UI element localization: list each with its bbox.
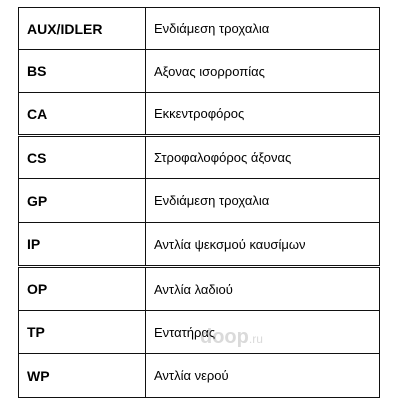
row-description: Αξονας ισορροπίας <box>146 50 380 93</box>
abbreviations-table <box>18 7 380 398</box>
watermark-brand: doop <box>200 326 249 348</box>
table-row <box>19 311 380 354</box>
row-description: Αντλία νερού <box>146 354 380 398</box>
row-description: Εκκεντροφόρος <box>146 93 380 136</box>
row-code: AUX/IDLER <box>19 8 146 50</box>
table-row <box>19 50 380 93</box>
row-description: Ενδιάμεση τροχαλια <box>146 179 380 223</box>
row-code: TP <box>19 311 146 354</box>
row-code: CS <box>19 136 146 179</box>
row-description: Στροφαλοφόρος άξονας <box>146 136 380 179</box>
table-row <box>19 179 380 223</box>
row-description: Αντλία ψεκσμού καυσίμων <box>146 223 380 267</box>
row-code: WP <box>19 354 146 398</box>
row-description: Εντατήρας <box>146 311 380 354</box>
row-code: CA <box>19 93 146 136</box>
row-code: IP <box>19 223 146 267</box>
row-description: Αντλία λαδιού <box>146 267 380 311</box>
table-row <box>19 354 380 398</box>
table-row <box>19 136 380 179</box>
table-row <box>19 223 380 267</box>
table-row <box>19 8 380 50</box>
row-code: BS <box>19 50 146 93</box>
table-row <box>19 93 380 136</box>
row-description: Ενδιάμεση τροχαλια <box>146 8 380 50</box>
row-code: GP <box>19 179 146 223</box>
table-row <box>19 267 380 311</box>
watermark-suffix: .ru <box>248 332 263 346</box>
row-code: OP <box>19 267 146 311</box>
